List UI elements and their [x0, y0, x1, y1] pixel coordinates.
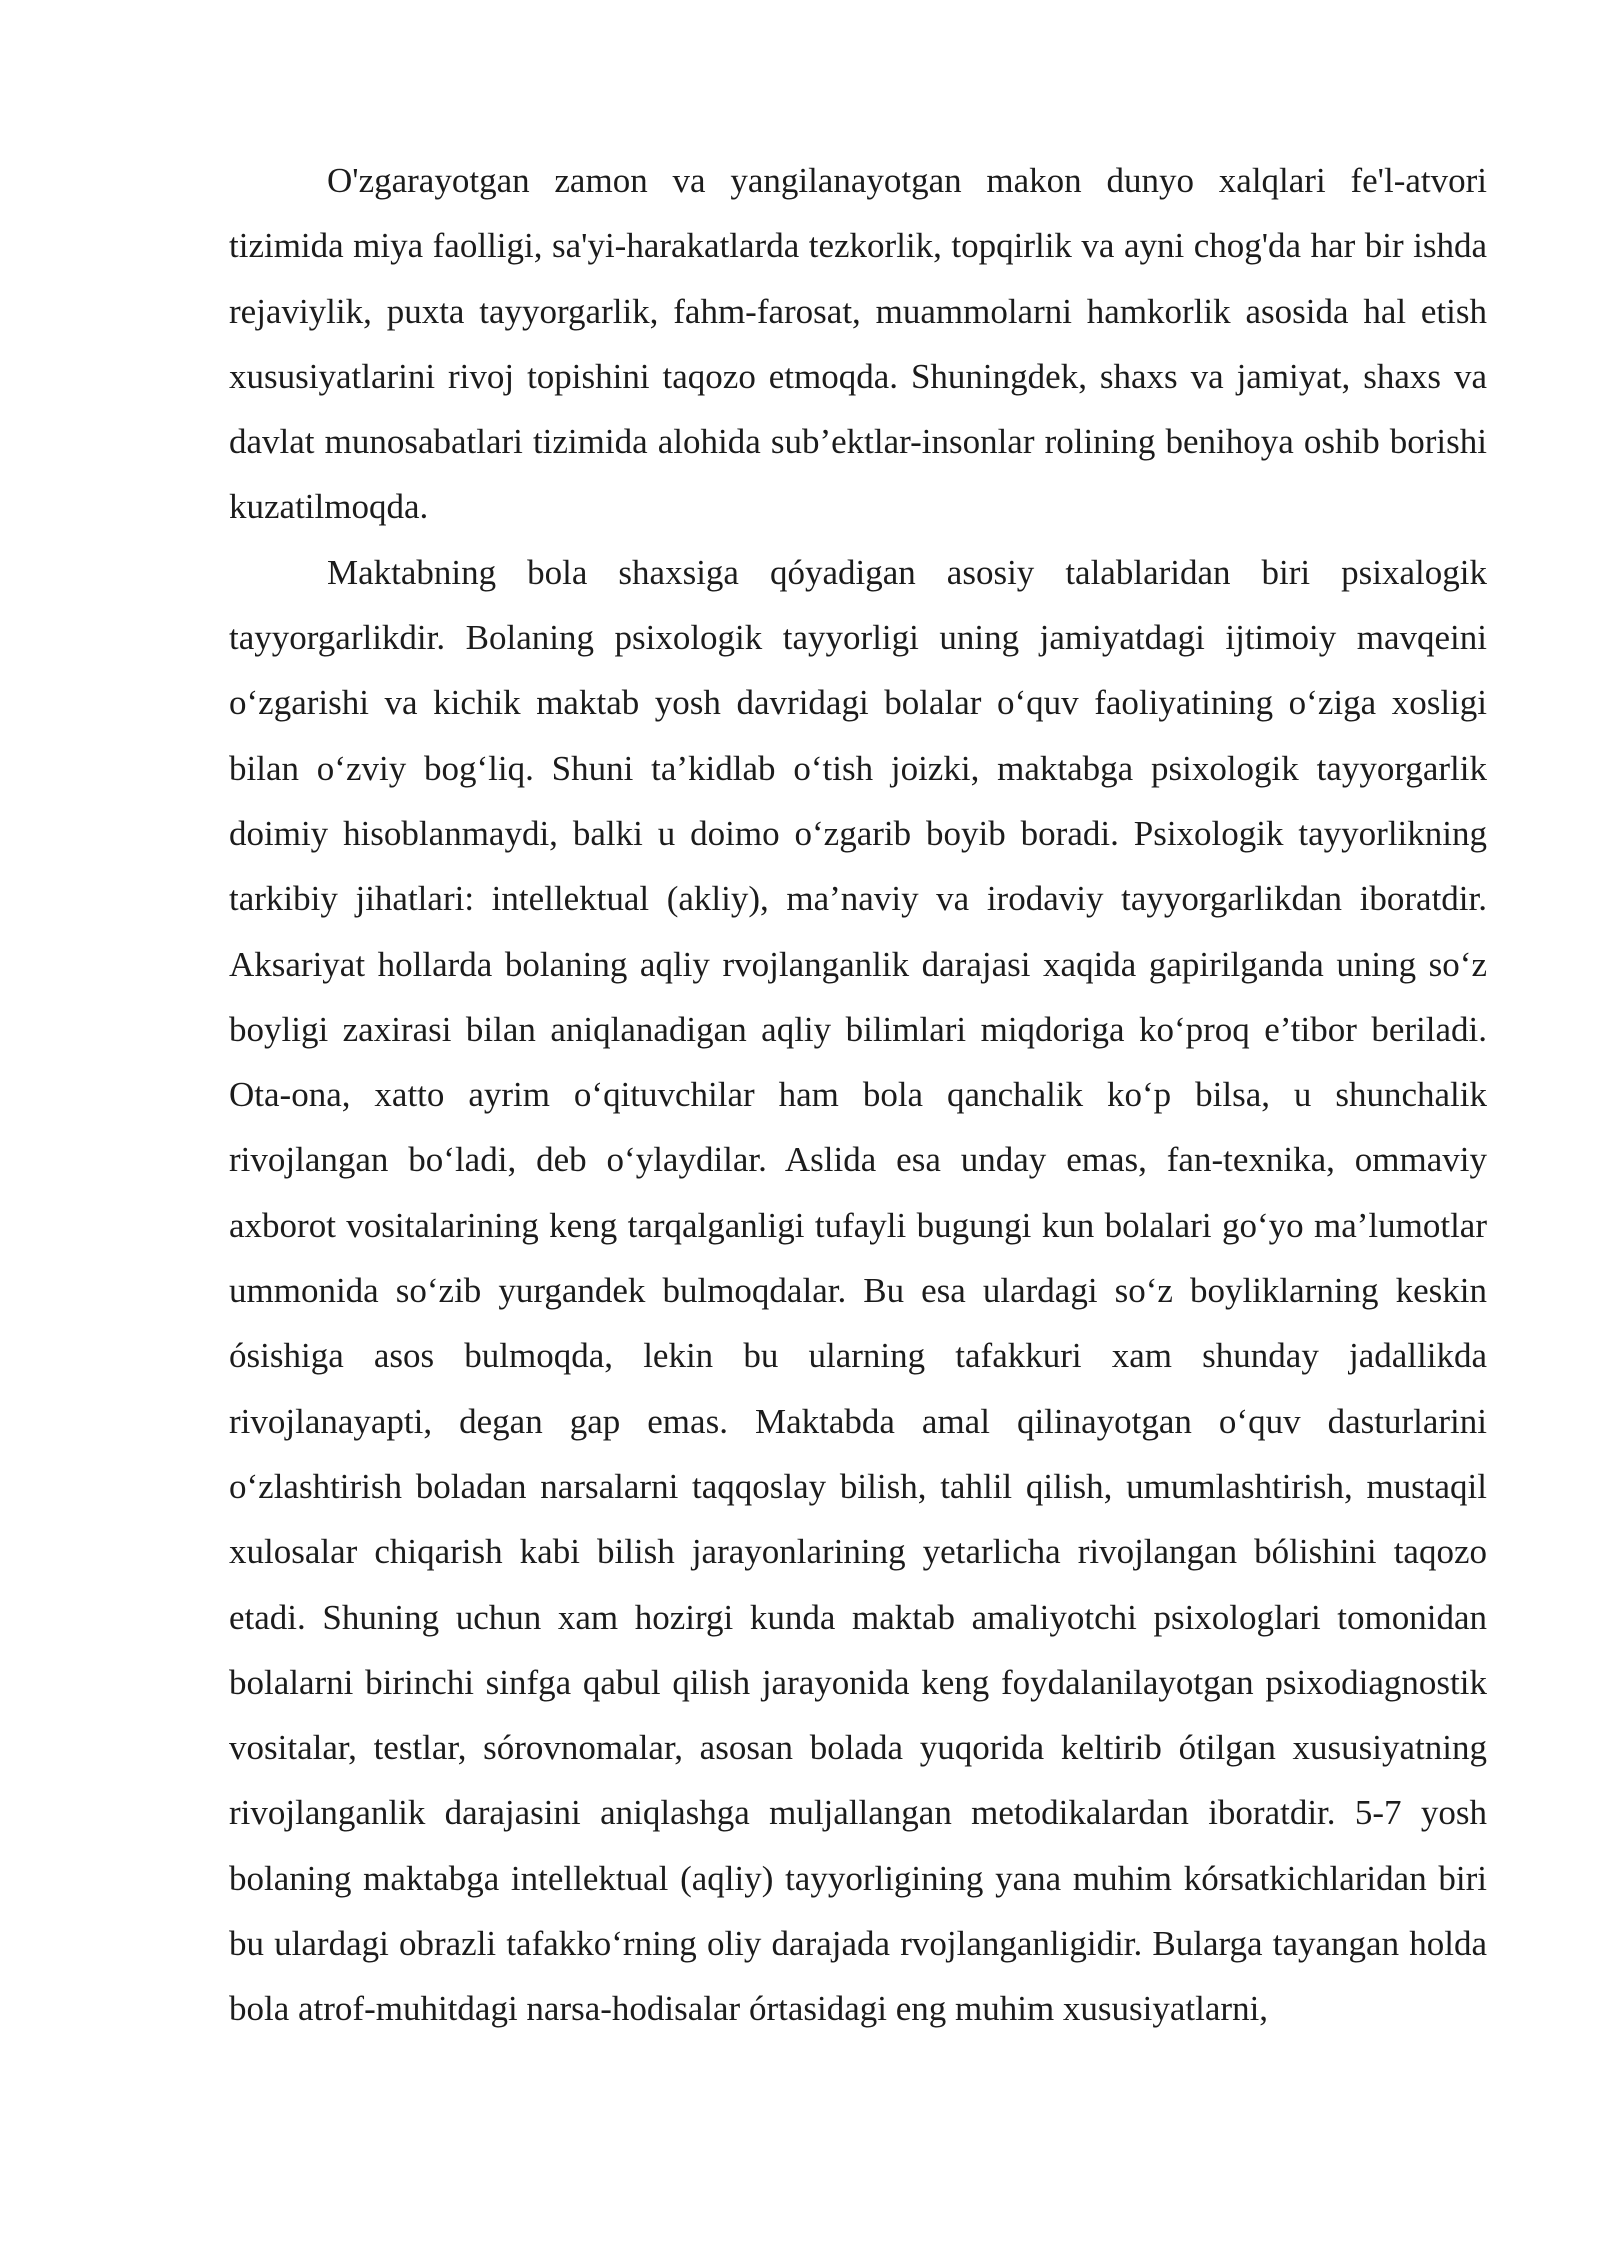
paragraph-2: Maktabning bola shaxsiga qóyadigan asosiy talablaridan biri psixalogik tayyorgarlikdir. Bolaning psixologik tayyorligi uning jamiyatdagi ijtimoiy mavqeini o‘zgarishi va kichik maktab yosh davridagi bolalar o‘quv faoliyatining o‘ziga xosligi bilan o‘zviy bog‘liq. Shuni ta’kidlab o‘tish joizki, maktabga psixologik tayyorgarlik doimiy hisoblanmaydi, balki u doimo o‘zgarib boyib boradi. Psixologik tayyorlikning tarkibiy jihatlari: intellektual (akliy), ma’naviy va irodaviy tayyorgarlikdan iboratdir. Aksariyat hollarda bolaning aqliy rvojlanganlik darajasi xaqida gapirilganda uning so‘z boyligi zaxirasi bilan aniqlanadigan aqliy bilimlari miqdoriga ko‘proq e’tibor beriladi. Ota-ona, xatto ayrim o‘qituvchilar ham bola qanchalik ko‘p bilsa, u shunchalik rivojlangan bo‘ladi, deb o‘ylaydilar. Aslida esa unday emas, fan-texnika, ommaviy axborot vositalarining keng tarqalganligi tufayli bugungi kun bolalari go‘yo ma’lumotlar ummonida so‘zib yurgandek bulmoqdalar. Bu esa ulardagi so‘z boyliklarning keskin ósishiga asos bulmoqda, lekin bu ularning tafakkuri xam shunday jadallikda rivojlanayapti, degan gap emas. Maktabda amal qilinayotgan o‘quv dasturlarini o‘zlashtirish boladan narsalarni taqqoslay bilish, tahlil qilish, umumlashtirish, mustaqil xulosalar chiqarish kabi bilish jarayonlarining yetarlicha rivojlangan bólishini taqozo etadi. Shuning uchun xam hozirgi kunda maktab amaliyotchi psixologlari tomonidan bolalarni birinchi sinfga qabul qilish jarayonida keng foydalanilayotgan psixodiagnostik vositalar, testlar, sórovnomalar, asosan bolada yuqorida keltirib ótilgan xususiyatning rivojlanganlik darajasini aniqlashga muljallangan metodikalardan iboratdir. 5-7 yosh bolaning maktabga intellektual (aqliy) tayyorligining yana muhim kórsatkichlaridan biri bu ulardagi obrazli tafakko‘rning oliy darajada rvojlanganligidir. Bularga tayangan holda bola atrof-muhitdagi narsa-hodisalar órtasidagi eng muhim xususiyatlarni,	[229, 552, 1487, 2029]
paragraph-1: O'zgarayotgan zamon va yangilanayotgan makon dunyo xalqlari fe'l-atvori tizimida miya faolligi, sa'yi-harakatlarda tezkorlik, topqirlik va ayni chog'da har bir ishda rejaviylik, puxta tayyorgarlik, fahm-farosat, muammolarni hamkorlik asosida hal etish xususiyatlarini rivoj topishini taqozo etmoqda. Shuningdek, shaxs va jamiyat, shaxs va davlat munosabatlari tizimida alohida sub’ektlar-insonlar rolining benihoya oshib borishi kuzatilmoqda.	[229, 161, 1487, 527]
body-text	[229, 148, 1487, 2042]
